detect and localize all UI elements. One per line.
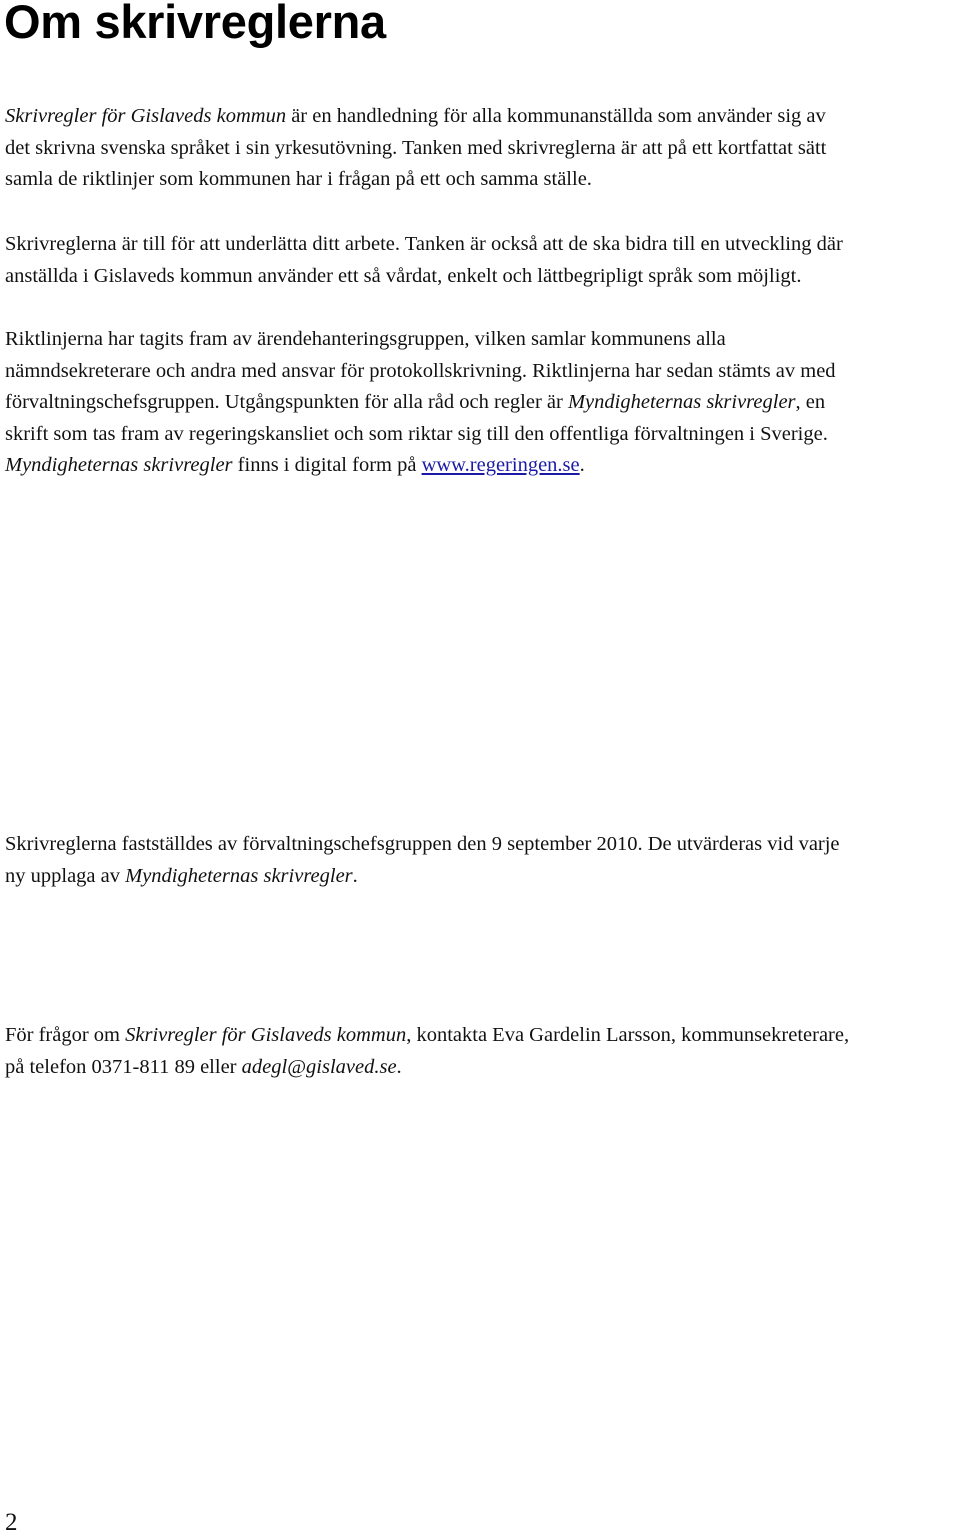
adoption-paragraph [5, 829, 960, 892]
book-title-reference: Myndigheternas skrivregler [567, 391, 796, 413]
text-line: Skrivreglerna är till för att underlätta ditt arbete. Tanken är också att de ska bidra till en utveckling där [5, 233, 843, 255]
book-title-reference: Myndigheternas skrivregler [125, 864, 353, 887]
text-line: nämndsekreterare och andra med ansvar för protokollskrivning. Riktlinjerna har sedan stämts av med [5, 359, 836, 382]
text-span: är en handledning för alla kommunanställda som använder sig av [286, 105, 826, 127]
book-title-reference: Myndigheternas skrivregler [5, 454, 233, 476]
text-line: Skrivreglerna fastställdes av förvaltningschefsgruppen den 9 september 2010. De utvärderas vid varje [5, 833, 840, 855]
text-span: . [579, 454, 585, 476]
text-line: anställda i Gislaveds kommun använder ett så vårdat, enkelt och lättbegripligt språk som möjligt. [5, 264, 802, 287]
text-line [5, 387, 960, 419]
purpose-paragraph [5, 229, 960, 292]
contact-paragraph [5, 1020, 960, 1083]
document-title-reference: Skrivregler för Gislaveds kommun [5, 105, 287, 127]
text-line: skrift som tas fram av regeringskansliet och som riktar sig till den offentliga förvaltningen i Sverige. [5, 422, 828, 445]
text-line [5, 1052, 960, 1084]
text-span: , kontakta Eva Gardelin Larsson, kommunsekreterare, [406, 1024, 850, 1046]
text-span: förvaltningschefsgruppen. Utgångspunkten för alla råd och regler är [5, 391, 568, 413]
text-span: finns i digital form på [232, 454, 422, 476]
page-title: Om skrivreglerna [4, 0, 386, 48]
text-line [5, 1020, 960, 1052]
page-number: 2 [5, 1509, 18, 1536]
text-span: För frågor om [5, 1024, 126, 1046]
text-span: . [352, 864, 358, 887]
guidelines-paragraph [5, 324, 960, 482]
text-span: . [396, 1055, 402, 1078]
contact-email: adegl@gislaved.se [241, 1055, 397, 1078]
regeringen-link[interactable]: www.regeringen.se [421, 454, 580, 476]
text-line: Riktlinjerna har tagits fram av ärendehanteringsgruppen, vilken samlar kommunens alla [5, 328, 726, 350]
text-line [5, 861, 960, 893]
text-span: ny upplaga av [5, 864, 126, 887]
text-line: det skrivna svenska språket i sin yrkesutövning. Tanken med skrivreglerna är att på ett kortfattat sätt [5, 136, 827, 159]
text-span: , en [795, 391, 826, 413]
text-line [5, 101, 960, 133]
text-line [5, 450, 960, 482]
intro-paragraph [5, 101, 960, 196]
text-span: på telefon 0371-811 89 eller [5, 1055, 242, 1078]
document-title-reference: Skrivregler för Gislaveds kommun [125, 1024, 407, 1046]
text-line: samla de riktlinjer som kommunen har i frågan på ett och samma ställe. [5, 168, 592, 190]
